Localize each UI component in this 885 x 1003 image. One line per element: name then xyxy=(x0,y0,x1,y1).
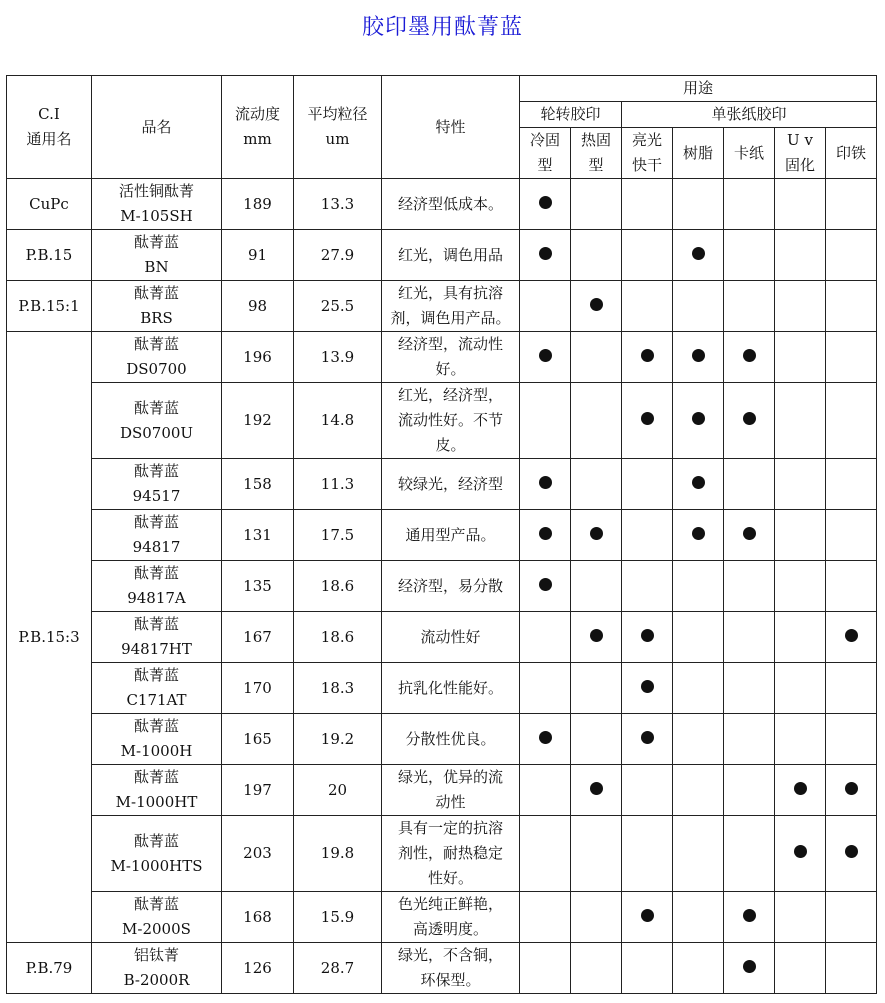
flow-value: 167 xyxy=(222,612,294,663)
ci-name: CuPc xyxy=(7,179,92,230)
particle-value: 13.9 xyxy=(294,332,382,383)
cell-line: 酞菁蓝 xyxy=(133,768,179,786)
usage-cell xyxy=(775,459,826,510)
usage-cell xyxy=(724,459,775,510)
usage-cell xyxy=(571,612,622,663)
cell-line: 酞菁蓝 xyxy=(133,831,179,850)
usage-cell xyxy=(520,230,571,281)
table-row xyxy=(7,561,877,612)
usage-cell xyxy=(673,281,724,332)
usage-cell xyxy=(571,230,622,281)
usage-cell xyxy=(775,612,826,663)
cell-line: 酞菁蓝 xyxy=(133,513,179,531)
table-row xyxy=(7,714,877,765)
usage-cell xyxy=(622,943,673,994)
cell-line: 94817HT xyxy=(121,640,192,658)
cell-line: 酞菁蓝 xyxy=(133,666,179,684)
usage-cell xyxy=(520,179,571,230)
product-name xyxy=(92,383,222,459)
usage-cell xyxy=(826,281,877,332)
cell-line: DS0700U xyxy=(119,423,194,442)
usage-cell xyxy=(673,510,724,561)
cell-line: DS0700 xyxy=(126,360,187,378)
usage-cell xyxy=(826,561,877,612)
usage-cell xyxy=(520,561,571,612)
header-use xyxy=(673,128,724,179)
usage-cell xyxy=(622,612,673,663)
feature-text xyxy=(382,332,520,383)
flow-value: 170 xyxy=(222,663,294,714)
usage-cell xyxy=(520,943,571,994)
flow-value: 196 xyxy=(222,332,294,383)
cell-line: 酞菁蓝 xyxy=(133,284,179,302)
header-sheet: 单张纸胶印 xyxy=(622,102,877,128)
filled-dot-icon xyxy=(539,527,552,540)
feature-text xyxy=(382,765,520,816)
cell-line: 经济型低成本。 xyxy=(397,194,503,213)
cell-line: 红光，调色用品 xyxy=(397,245,503,264)
usage-cell xyxy=(826,510,877,561)
ci-name: P.B.15:1 xyxy=(7,281,92,332)
header-use xyxy=(520,128,571,179)
usage-cell xyxy=(622,383,673,459)
cell-line: 高透明度。 xyxy=(412,920,488,938)
filled-dot-icon xyxy=(590,629,603,642)
filled-dot-icon xyxy=(641,909,654,922)
usage-cell xyxy=(775,765,826,816)
usage-cell xyxy=(775,510,826,561)
usage-cell xyxy=(571,816,622,892)
filled-dot-icon xyxy=(743,349,756,362)
pigment-table xyxy=(6,75,877,994)
cell-line: 94517 xyxy=(132,487,181,505)
filled-dot-icon xyxy=(743,909,756,922)
feature-text xyxy=(382,816,520,892)
usage-cell xyxy=(826,943,877,994)
feature-text xyxy=(382,714,520,765)
filled-dot-icon xyxy=(539,247,552,260)
filled-dot-icon xyxy=(794,782,807,795)
flow-value: 131 xyxy=(222,510,294,561)
cell-line: U v xyxy=(787,131,813,149)
feature-text xyxy=(382,459,520,510)
header-usage: 用途 xyxy=(520,76,877,102)
filled-dot-icon xyxy=(590,298,603,311)
filled-dot-icon xyxy=(641,680,654,693)
flow-value: 135 xyxy=(222,561,294,612)
usage-cell xyxy=(673,816,724,892)
table-row xyxy=(7,816,877,892)
usage-cell xyxy=(622,663,673,714)
usage-cell xyxy=(826,383,877,459)
cell-line: M-1000HT xyxy=(115,793,198,811)
usage-cell xyxy=(775,892,826,943)
ci-name: P.B.79 xyxy=(7,943,92,994)
cell-line: 酞菁蓝 xyxy=(133,564,179,582)
page-title: 胶印墨用酞菁蓝 xyxy=(361,15,523,40)
cell-line: 动性 xyxy=(435,793,466,811)
usage-cell xyxy=(775,281,826,332)
usage-cell xyxy=(673,383,724,459)
particle-value: 27.9 xyxy=(294,230,382,281)
cell-line: 流动性好。不节 xyxy=(397,411,503,429)
cell-line: 流动性好 xyxy=(420,627,481,646)
usage-cell xyxy=(571,179,622,230)
filled-dot-icon xyxy=(590,527,603,540)
header-particle: 平均粒径 um xyxy=(294,76,382,179)
cell-line: 具有一定的抗溶 xyxy=(397,819,503,837)
usage-cell xyxy=(520,459,571,510)
usage-cell xyxy=(775,663,826,714)
cell-line: 冷固 xyxy=(529,131,560,149)
flow-value: 197 xyxy=(222,765,294,816)
cell-line: 铝钛菁 xyxy=(133,946,179,964)
feature-text xyxy=(382,612,520,663)
filled-dot-icon xyxy=(641,731,654,744)
filled-dot-icon xyxy=(692,412,705,425)
usage-cell xyxy=(673,561,724,612)
cell-line: B-2000R xyxy=(123,971,190,989)
usage-cell xyxy=(520,612,571,663)
cell-line: 较绿光，经济型 xyxy=(397,474,503,493)
feature-text xyxy=(382,943,520,994)
particle-value: 28.7 xyxy=(294,943,382,994)
usage-cell xyxy=(622,510,673,561)
header-ci: C.I 通用名 xyxy=(7,76,92,179)
table-row xyxy=(7,179,877,230)
filled-dot-icon xyxy=(743,960,756,973)
cell-line: 酞菁蓝 xyxy=(133,462,179,480)
product-name xyxy=(92,663,222,714)
usage-cell xyxy=(826,612,877,663)
usage-cell xyxy=(622,179,673,230)
flow-value: 189 xyxy=(222,179,294,230)
usage-cell xyxy=(724,714,775,765)
usage-cell xyxy=(826,332,877,383)
cell-line: 酞菁蓝 xyxy=(133,895,179,913)
particle-value: 19.8 xyxy=(294,816,382,892)
usage-cell xyxy=(673,612,724,663)
cell-line: BRS xyxy=(140,309,173,327)
ci-name: P.B.15 xyxy=(7,230,92,281)
header-use xyxy=(622,128,673,179)
usage-cell xyxy=(520,332,571,383)
usage-cell xyxy=(520,816,571,892)
usage-cell xyxy=(622,230,673,281)
usage-cell xyxy=(724,612,775,663)
product-name xyxy=(92,230,222,281)
product-name xyxy=(92,612,222,663)
filled-dot-icon xyxy=(794,845,807,858)
usage-cell xyxy=(571,765,622,816)
header-feature: 特性 xyxy=(382,76,520,179)
feature-text xyxy=(382,281,520,332)
product-name xyxy=(92,943,222,994)
cell-line: 环保型。 xyxy=(420,971,481,989)
usage-cell xyxy=(673,179,724,230)
header-flow: 流动度 mm xyxy=(222,76,294,179)
cell-line: 固化 xyxy=(784,156,815,174)
usage-cell xyxy=(622,459,673,510)
usage-cell xyxy=(724,663,775,714)
usage-cell xyxy=(775,943,826,994)
cell-line: 印铁 xyxy=(836,143,867,162)
flow-value: 158 xyxy=(222,459,294,510)
usage-cell xyxy=(775,230,826,281)
usage-cell xyxy=(826,179,877,230)
usage-cell xyxy=(571,663,622,714)
usage-cell xyxy=(520,892,571,943)
usage-cell xyxy=(571,383,622,459)
filled-dot-icon xyxy=(845,629,858,642)
usage-cell xyxy=(520,510,571,561)
usage-cell xyxy=(622,332,673,383)
usage-cell xyxy=(520,383,571,459)
cell-line: M-2000S xyxy=(122,920,191,938)
cell-line: 经济型，流动性 xyxy=(397,335,503,353)
usage-cell xyxy=(673,943,724,994)
usage-cell xyxy=(673,765,724,816)
cell-line: 抗乳化性能好。 xyxy=(397,678,503,697)
cell-line: 酞菁蓝 xyxy=(133,398,179,417)
usage-cell xyxy=(520,765,571,816)
cell-line: BN xyxy=(144,258,169,276)
filled-dot-icon xyxy=(590,782,603,795)
cell-line: 型 xyxy=(537,156,553,174)
table-row xyxy=(7,459,877,510)
usage-cell xyxy=(724,892,775,943)
flow-value: 91 xyxy=(222,230,294,281)
product-name xyxy=(92,459,222,510)
usage-cell xyxy=(571,943,622,994)
cell-line: 快干 xyxy=(631,156,662,174)
usage-cell xyxy=(622,892,673,943)
cell-line: 热固 xyxy=(580,131,611,149)
filled-dot-icon xyxy=(641,349,654,362)
filled-dot-icon xyxy=(539,196,552,209)
table-row xyxy=(7,765,877,816)
usage-cell xyxy=(724,230,775,281)
table-row xyxy=(7,230,877,281)
filled-dot-icon xyxy=(743,412,756,425)
cell-line: 酞菁蓝 xyxy=(133,717,179,735)
usage-cell xyxy=(775,179,826,230)
usage-cell xyxy=(826,459,877,510)
header-rotary: 轮转胶印 xyxy=(520,102,622,128)
flow-value: 203 xyxy=(222,816,294,892)
particle-value: 20 xyxy=(294,765,382,816)
filled-dot-icon xyxy=(845,782,858,795)
cell-line: M-1000HTS xyxy=(110,856,203,875)
particle-value: 14.8 xyxy=(294,383,382,459)
usage-cell xyxy=(673,663,724,714)
cell-line: 酞菁蓝 xyxy=(133,233,179,251)
cell-line: 红光，具有抗溶 xyxy=(397,284,503,302)
cell-line: 经济型，易分散 xyxy=(397,576,503,595)
usage-cell xyxy=(622,281,673,332)
feature-text xyxy=(382,510,520,561)
cell-line: M-1000H xyxy=(120,742,193,760)
usage-cell xyxy=(571,510,622,561)
usage-cell xyxy=(826,816,877,892)
usage-cell xyxy=(520,714,571,765)
cell-line: 通用型产品。 xyxy=(405,525,496,544)
cell-line: 酞菁蓝 xyxy=(133,335,179,353)
usage-cell xyxy=(724,561,775,612)
filled-dot-icon xyxy=(845,845,858,858)
usage-cell xyxy=(571,714,622,765)
flow-value: 165 xyxy=(222,714,294,765)
product-name xyxy=(92,714,222,765)
filled-dot-icon xyxy=(692,247,705,260)
filled-dot-icon xyxy=(743,527,756,540)
usage-cell xyxy=(724,765,775,816)
cell-line: 94817A xyxy=(127,589,186,607)
usage-cell xyxy=(775,561,826,612)
header-use xyxy=(571,128,622,179)
usage-cell xyxy=(622,561,673,612)
cell-line: 红光，经济型， xyxy=(397,386,503,404)
filled-dot-icon xyxy=(539,476,552,489)
usage-cell xyxy=(571,892,622,943)
usage-cell xyxy=(520,281,571,332)
product-name xyxy=(92,281,222,332)
usage-cell xyxy=(724,332,775,383)
cell-line: 绿光，优异的流 xyxy=(397,768,503,786)
product-name xyxy=(92,816,222,892)
flow-value: 126 xyxy=(222,943,294,994)
usage-cell xyxy=(622,816,673,892)
flow-value: 192 xyxy=(222,383,294,459)
table-row xyxy=(7,943,877,994)
usage-cell xyxy=(826,663,877,714)
flow-value: 98 xyxy=(222,281,294,332)
filled-dot-icon xyxy=(539,731,552,744)
cell-line: 亮光 xyxy=(631,131,662,149)
usage-cell xyxy=(775,816,826,892)
cell-line: 94817 xyxy=(132,538,181,556)
feature-text xyxy=(382,179,520,230)
cell-line: 酞菁蓝 xyxy=(133,615,179,633)
filled-dot-icon xyxy=(692,349,705,362)
product-name xyxy=(92,332,222,383)
usage-cell xyxy=(673,892,724,943)
cell-line: 绿光，不含铜， xyxy=(397,946,503,964)
cell-line: 色光纯正鲜艳， xyxy=(397,895,503,913)
header-name: 品名 xyxy=(92,76,222,179)
usage-cell xyxy=(571,281,622,332)
product-name xyxy=(92,179,222,230)
feature-text xyxy=(382,383,520,459)
cell-line: 剂性，耐热稳定 xyxy=(397,844,503,862)
flow-value: 168 xyxy=(222,892,294,943)
feature-text xyxy=(382,230,520,281)
table-row xyxy=(7,383,877,459)
usage-cell xyxy=(826,230,877,281)
usage-cell xyxy=(724,816,775,892)
usage-cell xyxy=(724,510,775,561)
filled-dot-icon xyxy=(692,527,705,540)
usage-cell xyxy=(673,332,724,383)
usage-cell xyxy=(622,714,673,765)
feature-text xyxy=(382,892,520,943)
feature-text xyxy=(382,663,520,714)
table-row xyxy=(7,510,877,561)
table-row xyxy=(7,281,877,332)
cell-line: 卡纸 xyxy=(733,143,764,162)
cell-line: M-105SH xyxy=(120,207,193,225)
cell-line: 皮。 xyxy=(435,436,466,454)
usage-cell xyxy=(826,892,877,943)
table-row xyxy=(7,612,877,663)
filled-dot-icon xyxy=(539,578,552,591)
cell-line: 树脂 xyxy=(682,143,713,162)
usage-cell xyxy=(571,561,622,612)
header-use xyxy=(724,128,775,179)
filled-dot-icon xyxy=(539,349,552,362)
product-name xyxy=(92,765,222,816)
cell-line: 剂，调色用产品。 xyxy=(390,309,511,327)
usage-cell xyxy=(826,765,877,816)
filled-dot-icon xyxy=(641,412,654,425)
cell-line: 好。 xyxy=(435,360,466,378)
usage-cell xyxy=(571,332,622,383)
cell-line: 分散性优良。 xyxy=(405,729,496,748)
usage-cell xyxy=(724,383,775,459)
table-row xyxy=(7,663,877,714)
ci-name: P.B.15:3 xyxy=(7,332,92,943)
particle-value: 18.6 xyxy=(294,561,382,612)
usage-cell xyxy=(673,714,724,765)
particle-value: 25.5 xyxy=(294,281,382,332)
product-name xyxy=(92,561,222,612)
usage-cell xyxy=(724,179,775,230)
particle-value: 17.5 xyxy=(294,510,382,561)
usage-cell xyxy=(622,765,673,816)
header-use xyxy=(826,128,877,179)
usage-cell xyxy=(520,663,571,714)
filled-dot-icon xyxy=(692,476,705,489)
usage-cell xyxy=(724,281,775,332)
particle-value: 15.9 xyxy=(294,892,382,943)
particle-value: 18.3 xyxy=(294,663,382,714)
particle-value: 13.3 xyxy=(294,179,382,230)
particle-value: 19.2 xyxy=(294,714,382,765)
product-name xyxy=(92,892,222,943)
cell-line: 性好。 xyxy=(427,869,473,887)
usage-cell xyxy=(826,714,877,765)
feature-text xyxy=(382,561,520,612)
usage-cell xyxy=(775,383,826,459)
cell-line: 活性铜酞菁 xyxy=(118,182,194,200)
table-row xyxy=(7,892,877,943)
usage-cell xyxy=(673,459,724,510)
header-use xyxy=(775,128,826,179)
table-row xyxy=(7,332,877,383)
usage-cell xyxy=(571,459,622,510)
product-name xyxy=(92,510,222,561)
cell-line: 型 xyxy=(588,156,604,174)
usage-cell xyxy=(673,230,724,281)
usage-cell xyxy=(775,714,826,765)
filled-dot-icon xyxy=(641,629,654,642)
particle-value: 11.3 xyxy=(294,459,382,510)
particle-value: 18.6 xyxy=(294,612,382,663)
usage-cell xyxy=(775,332,826,383)
usage-cell xyxy=(724,943,775,994)
cell-line: C171AT xyxy=(126,691,187,709)
